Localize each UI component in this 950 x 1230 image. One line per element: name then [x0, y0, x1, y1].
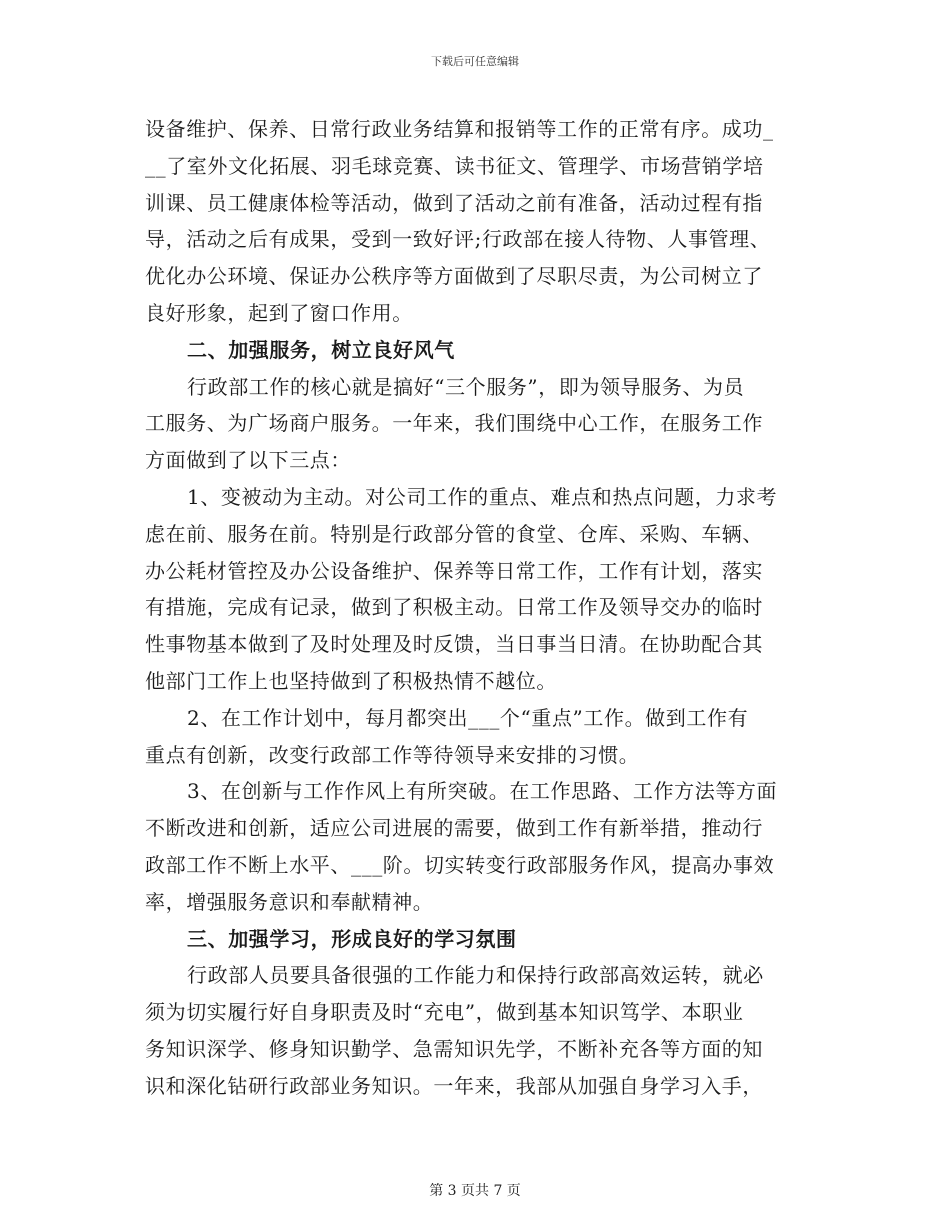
body-line: 性事物基本做到了及时处理及时反馈，当日事当日清。在协助配合其: [145, 632, 763, 657]
body-line: 1、变被动为主动。对公司工作的重点、难点和热点问题，力求考: [187, 484, 778, 509]
body-line: 优化办公环境、保证办公秩序等方面做到了尽职尽责，为公司树立了: [145, 264, 763, 289]
body-line: 虑在前、服务在前。特别是行政部分管的食堂、仓库、采购、车辆、: [145, 521, 763, 546]
body-line: 工服务、为广场商户服务。一年来，我们围绕中心工作，在服务工作: [145, 411, 763, 436]
body-line: 方面做到了以下三点：: [145, 448, 351, 473]
body-line: 须为切实履行好自身职责及时“充电”，做到基本知识笃学、本职业: [145, 1000, 744, 1025]
body-line: 办公耗材管控及办公设备维护、保养等日常工作，工作有计划，落实: [145, 558, 763, 583]
page-number: 第 3 页共 7 页: [429, 1183, 521, 1199]
document-body: [145, 111, 805, 1105]
body-line: 良好形象，起到了窗口作用。: [145, 300, 413, 325]
body-line: 重点有创新，改变行政部工作等待领导来安排的习惯。: [145, 742, 640, 767]
body-line: 2、在工作计划中，每月都突出___个“重点”工作。做到工作有: [187, 705, 749, 730]
body-line: 他部门工作上也坚持做到了积极热情不越位。: [145, 668, 557, 693]
section-heading: 三、加强学习，形成良好的学习氛围: [187, 926, 517, 951]
body-line: 政部工作不断上水平、___阶。切实转变行政部服务作风，提高办事效: [145, 852, 775, 877]
body-line: 3、在创新与工作作风上有所突破。在工作思路、工作方法等方面: [187, 779, 778, 804]
body-line: 行政部人员要具备很强的工作能力和保持行政部高效运转，就必: [187, 963, 764, 988]
body-line: 率，增强服务意识和奉献精神。: [145, 889, 434, 914]
body-line: 导，活动之后有成果，受到一致好评;行政部在接人待物、人事管理、: [145, 227, 771, 252]
body-line: 设备维护、保养、日常行政业务结算和报销等工作的正常有序。成功_: [145, 117, 774, 141]
body-line: 行政部工作的核心就是搞好“三个服务”，即为领导服务、为员: [187, 374, 745, 399]
body-line: 不断改进和创新，适应公司进展的需要，做到工作有新举措，推动行: [145, 816, 763, 841]
body-line: 训课、员工健康体检等活动，做到了活动之前有准备，活动过程有指: [145, 190, 763, 215]
body-line: 识和深化钻研行政部业务知识。一年来，我部从加强自身学习入手，: [145, 1073, 763, 1098]
body-line: 有措施，完成有记录，做到了积极主动。日常工作及领导交办的临时: [145, 595, 763, 620]
body-line: 务知识深学、修身知识勤学、急需知识先学，不断补充各等方面的知: [145, 1036, 763, 1061]
body-line: __了室外文化拓展、羽毛球竞赛、读书征文、管理学、市场营销学培: [145, 153, 764, 178]
header-note: 下载后可任意编辑: [431, 55, 519, 68]
section-heading: 二、加强服务，树立良好风气: [187, 337, 455, 362]
